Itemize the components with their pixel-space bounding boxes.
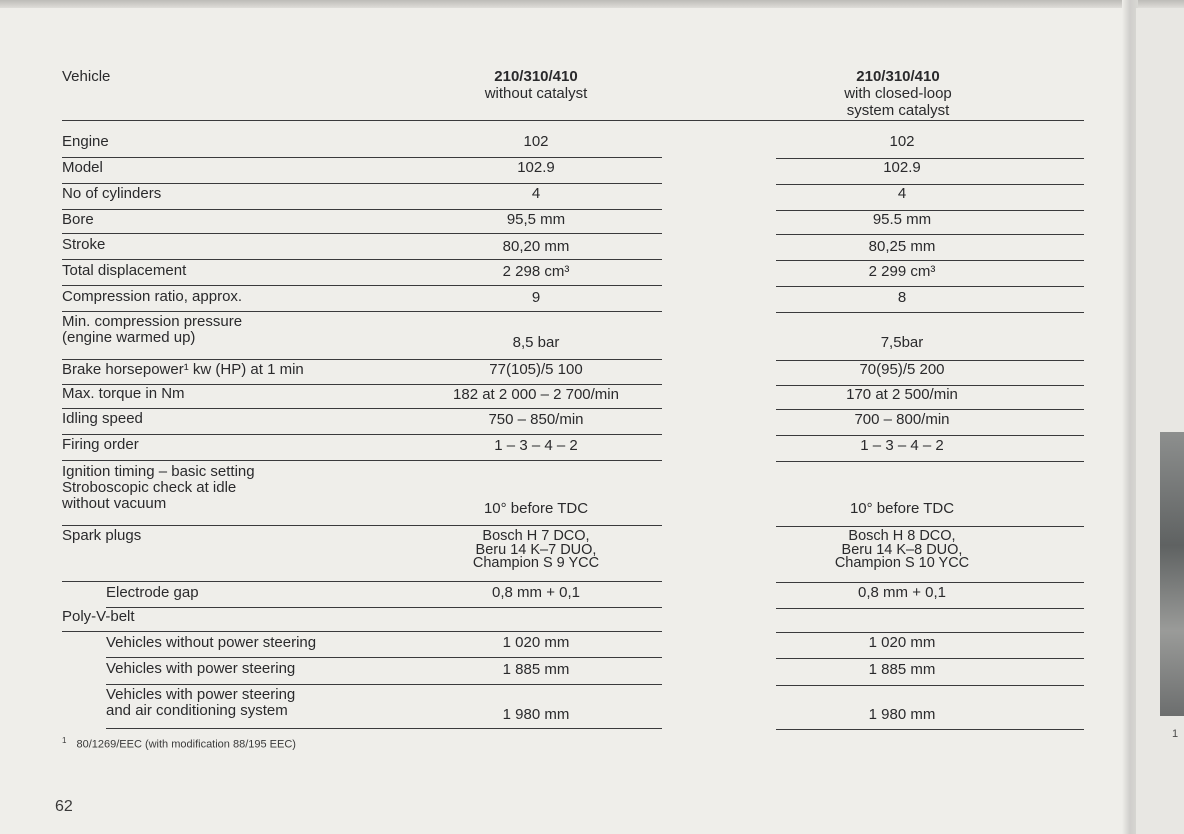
row-rule-left	[62, 359, 662, 360]
value-without-catalyst: 750 – 850/min	[488, 411, 584, 428]
header-column-without-catalyst	[436, 68, 636, 102]
value-with-catalyst: 80,25 mm	[868, 238, 936, 255]
value-without-catalyst: 102.9	[517, 159, 555, 176]
value-without-catalyst: 2 298 cm³	[502, 263, 570, 280]
value-without-catalyst: 4	[531, 185, 541, 202]
row-rule-right	[776, 435, 1084, 436]
footnote-mark: 1	[62, 736, 67, 745]
row-rule-right	[776, 685, 1084, 686]
value-without-catalyst: 0,8 mm + 0,1	[492, 584, 580, 601]
column1-subtitle: without catalyst	[484, 85, 588, 102]
value-with-catalyst: 8	[897, 289, 907, 306]
spec-label: Ignition timing – basic setting Stroboscopic check at idle without vacuum	[62, 463, 255, 512]
right-page-photo-strip	[1160, 432, 1184, 716]
value-with-catalyst: 4	[897, 185, 907, 202]
spec-label: Spark plugs	[62, 527, 142, 544]
row-rule-left	[62, 157, 662, 158]
spec-label: Max. torque in Nm	[62, 385, 185, 402]
value-without-catalyst: 1 – 3 – 4 – 2	[494, 437, 578, 454]
spec-label: Bore	[62, 211, 94, 228]
spec-label: Vehicles with power steering and air conditioning system	[106, 686, 296, 719]
row-rule-left	[106, 684, 662, 685]
row-rule-left	[62, 311, 662, 312]
page-number: 62	[55, 798, 73, 815]
value-without-catalyst: Bosch H 7 DCO, Beru 14 K–7 DUO, Champion S 9 YCC	[472, 528, 600, 571]
row-rule-left	[62, 233, 662, 234]
value-without-catalyst: 1 885 mm	[502, 661, 570, 678]
value-without-catalyst: 8,5 bar	[512, 334, 560, 351]
spec-label: Min. compression pressure (engine warmed up)	[62, 313, 243, 346]
spec-label: Vehicles without power steering	[106, 634, 317, 651]
value-with-catalyst: 1 885 mm	[868, 661, 936, 678]
row-rule-left	[62, 460, 662, 461]
column1-title: 210/310/410	[494, 68, 578, 85]
value-with-catalyst: Bosch H 8 DCO, Beru 14 K–8 DUO, Champion S 10 YCC	[834, 528, 970, 571]
row-rule-left	[62, 259, 662, 260]
value-with-catalyst: 10° before TDC	[849, 500, 955, 517]
row-rule-left	[106, 728, 662, 729]
value-without-catalyst: 77(105)/5 100	[489, 361, 583, 378]
column2-title: 210/310/410	[856, 68, 940, 85]
spec-label: Poly-V-belt	[62, 608, 135, 625]
spec-label: Engine	[62, 133, 109, 150]
row-rule-left	[62, 408, 662, 409]
value-with-catalyst: 95.5 mm	[872, 211, 932, 228]
row-rule-right	[776, 184, 1084, 185]
value-with-catalyst: 70(95)/5 200	[859, 361, 945, 378]
row-rule-left	[62, 631, 662, 632]
manual-page	[0, 8, 1134, 834]
header-rule	[62, 120, 1084, 121]
spec-label: Model	[62, 159, 103, 176]
row-rule-right	[776, 632, 1084, 633]
spec-label: Compression ratio, approx.	[62, 288, 243, 305]
footnote	[62, 736, 296, 751]
row-rule-left	[62, 209, 662, 210]
value-with-catalyst: 0,8 mm + 0,1	[858, 584, 946, 601]
value-with-catalyst: 1 980 mm	[868, 706, 936, 723]
row-rule-right	[776, 409, 1084, 410]
spec-label: No of cylinders	[62, 185, 162, 202]
row-rule-right	[776, 260, 1084, 261]
value-with-catalyst: 700 – 800/min	[854, 411, 950, 428]
row-rule-right	[776, 526, 1084, 527]
row-rule-right	[776, 234, 1084, 235]
value-with-catalyst: 102	[889, 133, 915, 150]
value-without-catalyst: 9	[531, 289, 541, 306]
value-with-catalyst: 102.9	[883, 159, 921, 176]
header-column-with-catalyst	[798, 68, 998, 119]
value-without-catalyst: 80,20 mm	[502, 238, 570, 255]
spec-label: Electrode gap	[106, 584, 199, 601]
value-with-catalyst: 7,5bar	[880, 334, 924, 351]
spec-label: Idling speed	[62, 410, 143, 427]
spec-label: Vehicles with power steering	[106, 660, 296, 677]
value-with-catalyst: 1 020 mm	[868, 634, 936, 651]
row-rule-left	[62, 183, 662, 184]
footnote-text: 80/1269/EEC (with modification 88/195 EEC)	[76, 738, 296, 751]
row-rule-left	[106, 657, 662, 658]
value-with-catalyst: 2 299 cm³	[868, 263, 936, 280]
spec-label: Firing order	[62, 436, 139, 453]
spec-label: Brake horsepower¹ kw (HP) at 1 min	[62, 361, 304, 378]
row-rule-right	[776, 729, 1084, 730]
row-rule-right	[776, 608, 1084, 609]
right-page-number: 1	[1172, 728, 1179, 740]
row-rule-right	[776, 286, 1084, 287]
row-rule-right	[776, 658, 1084, 659]
value-without-catalyst: 182 at 2 000 – 2 700/min	[453, 386, 619, 403]
row-rule-left	[106, 607, 662, 608]
spec-label: Stroke	[62, 236, 106, 253]
row-rule-left	[62, 434, 662, 435]
value-without-catalyst: 10° before TDC	[483, 500, 589, 517]
column2-subtitle: with closed-loop system catalyst	[844, 85, 952, 119]
row-rule-left	[62, 581, 662, 582]
row-rule-left	[62, 285, 662, 286]
value-without-catalyst: 95,5 mm	[506, 211, 566, 228]
row-rule-right	[776, 461, 1084, 462]
spec-label: Total displacement	[62, 262, 187, 279]
value-without-catalyst: 102	[523, 133, 549, 150]
value-without-catalyst: 1 020 mm	[502, 634, 570, 651]
header-vehicle-label: Vehicle	[62, 68, 111, 85]
value-with-catalyst: 1 – 3 – 4 – 2	[860, 437, 944, 454]
row-rule-right	[776, 158, 1084, 159]
value-without-catalyst: 1 980 mm	[502, 706, 570, 723]
row-rule-right	[776, 312, 1084, 313]
value-with-catalyst: 170 at 2 500/min	[846, 386, 958, 403]
row-rule-left	[62, 525, 662, 526]
row-rule-right	[776, 582, 1084, 583]
